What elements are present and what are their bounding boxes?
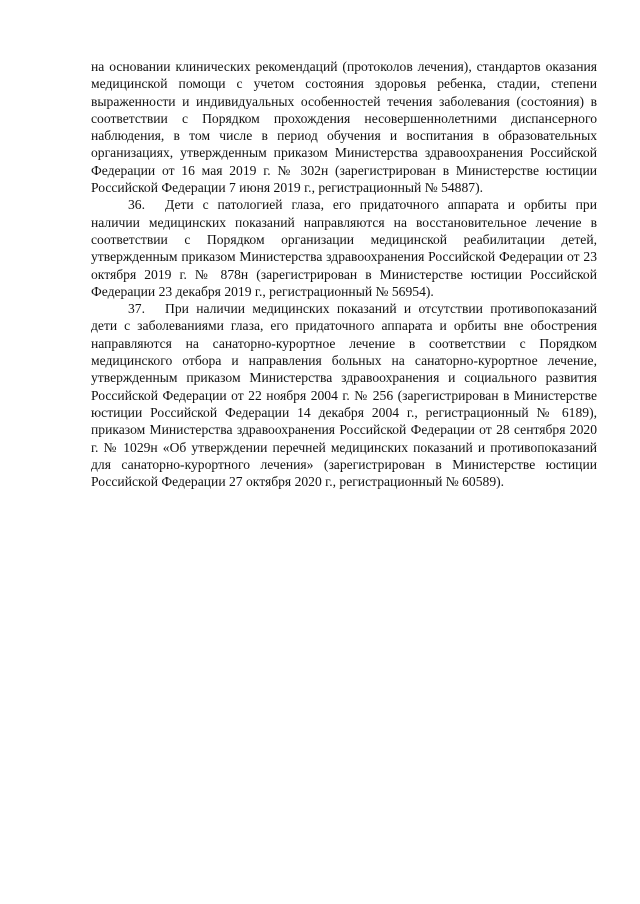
paragraph-number: 37. — [128, 301, 145, 317]
paragraph-text: Дети с патологией глаза, его придаточного аппарата и орбиты при наличии медицинских показаний направляются на восстановительное лечение в соответствии с Порядком организации медицинской реабилитации детей, утвержденным приказом Министерства здравоохранения Российской Федерации от 23 октября 2019 г. № 878н (зарегистрирован в Министерстве юстиции Российской Федерации 23 декабря 2019 г., регистрационный № 56954). — [91, 197, 597, 299]
paragraph-number: 36. — [128, 197, 145, 213]
paragraph-37 — [91, 300, 597, 490]
paragraph-text: При наличии медицинских показаний и отсутствии противопоказаний дети с заболеваниями глаза, его придаточного аппарата и орбиты вне обострения направляются на санаторно-курортное лечение в соответствии с Порядком медицинского отбора и направления больных на санаторно-курортное лечение, утвержденным приказом Министерства здравоохранения и социального развития Российской Федерации от 22 ноября 2004 г. № 256 (зарегистрирован в Министерстве юстиции Российской Федерации 14 декабря 2004 г., регистрационный № 6189), приказом Министерства здравоохранения Российской Федерации от 28 сентября 2020 г. № 1029н «Об утверждении перечней медицинских показаний и противопоказаний для санаторно-курортного лечения» (зарегистрирован в Министерстве юстиции Российской Федерации 27 октября 2020 г., регистрационный № 60589). — [91, 301, 597, 490]
paragraph-text: на основании клинических рекомендаций (протоколов лечения), стандартов оказания медицинской помощи с учетом состояния здоровья ребенка, стадии, степени выраженности и индивидуальных особенностей течения заболевания (состояния) в соответствии с Порядком прохождения несовершеннолетними диспансерного наблюдения, в том числе в период обучения и воспитания в образовательных организациях, утвержденным приказом Министерства здравоохранения Российской Федерации от 16 мая 2019 г. № 302н (зарегистрирован в Министерстве юстиции Российской Федерации 7 июня 2019 г., регистрационный № 54887). — [91, 59, 597, 196]
document-body — [91, 58, 597, 490]
paragraph-36 — [91, 196, 597, 300]
paragraph-continuation — [91, 58, 597, 196]
